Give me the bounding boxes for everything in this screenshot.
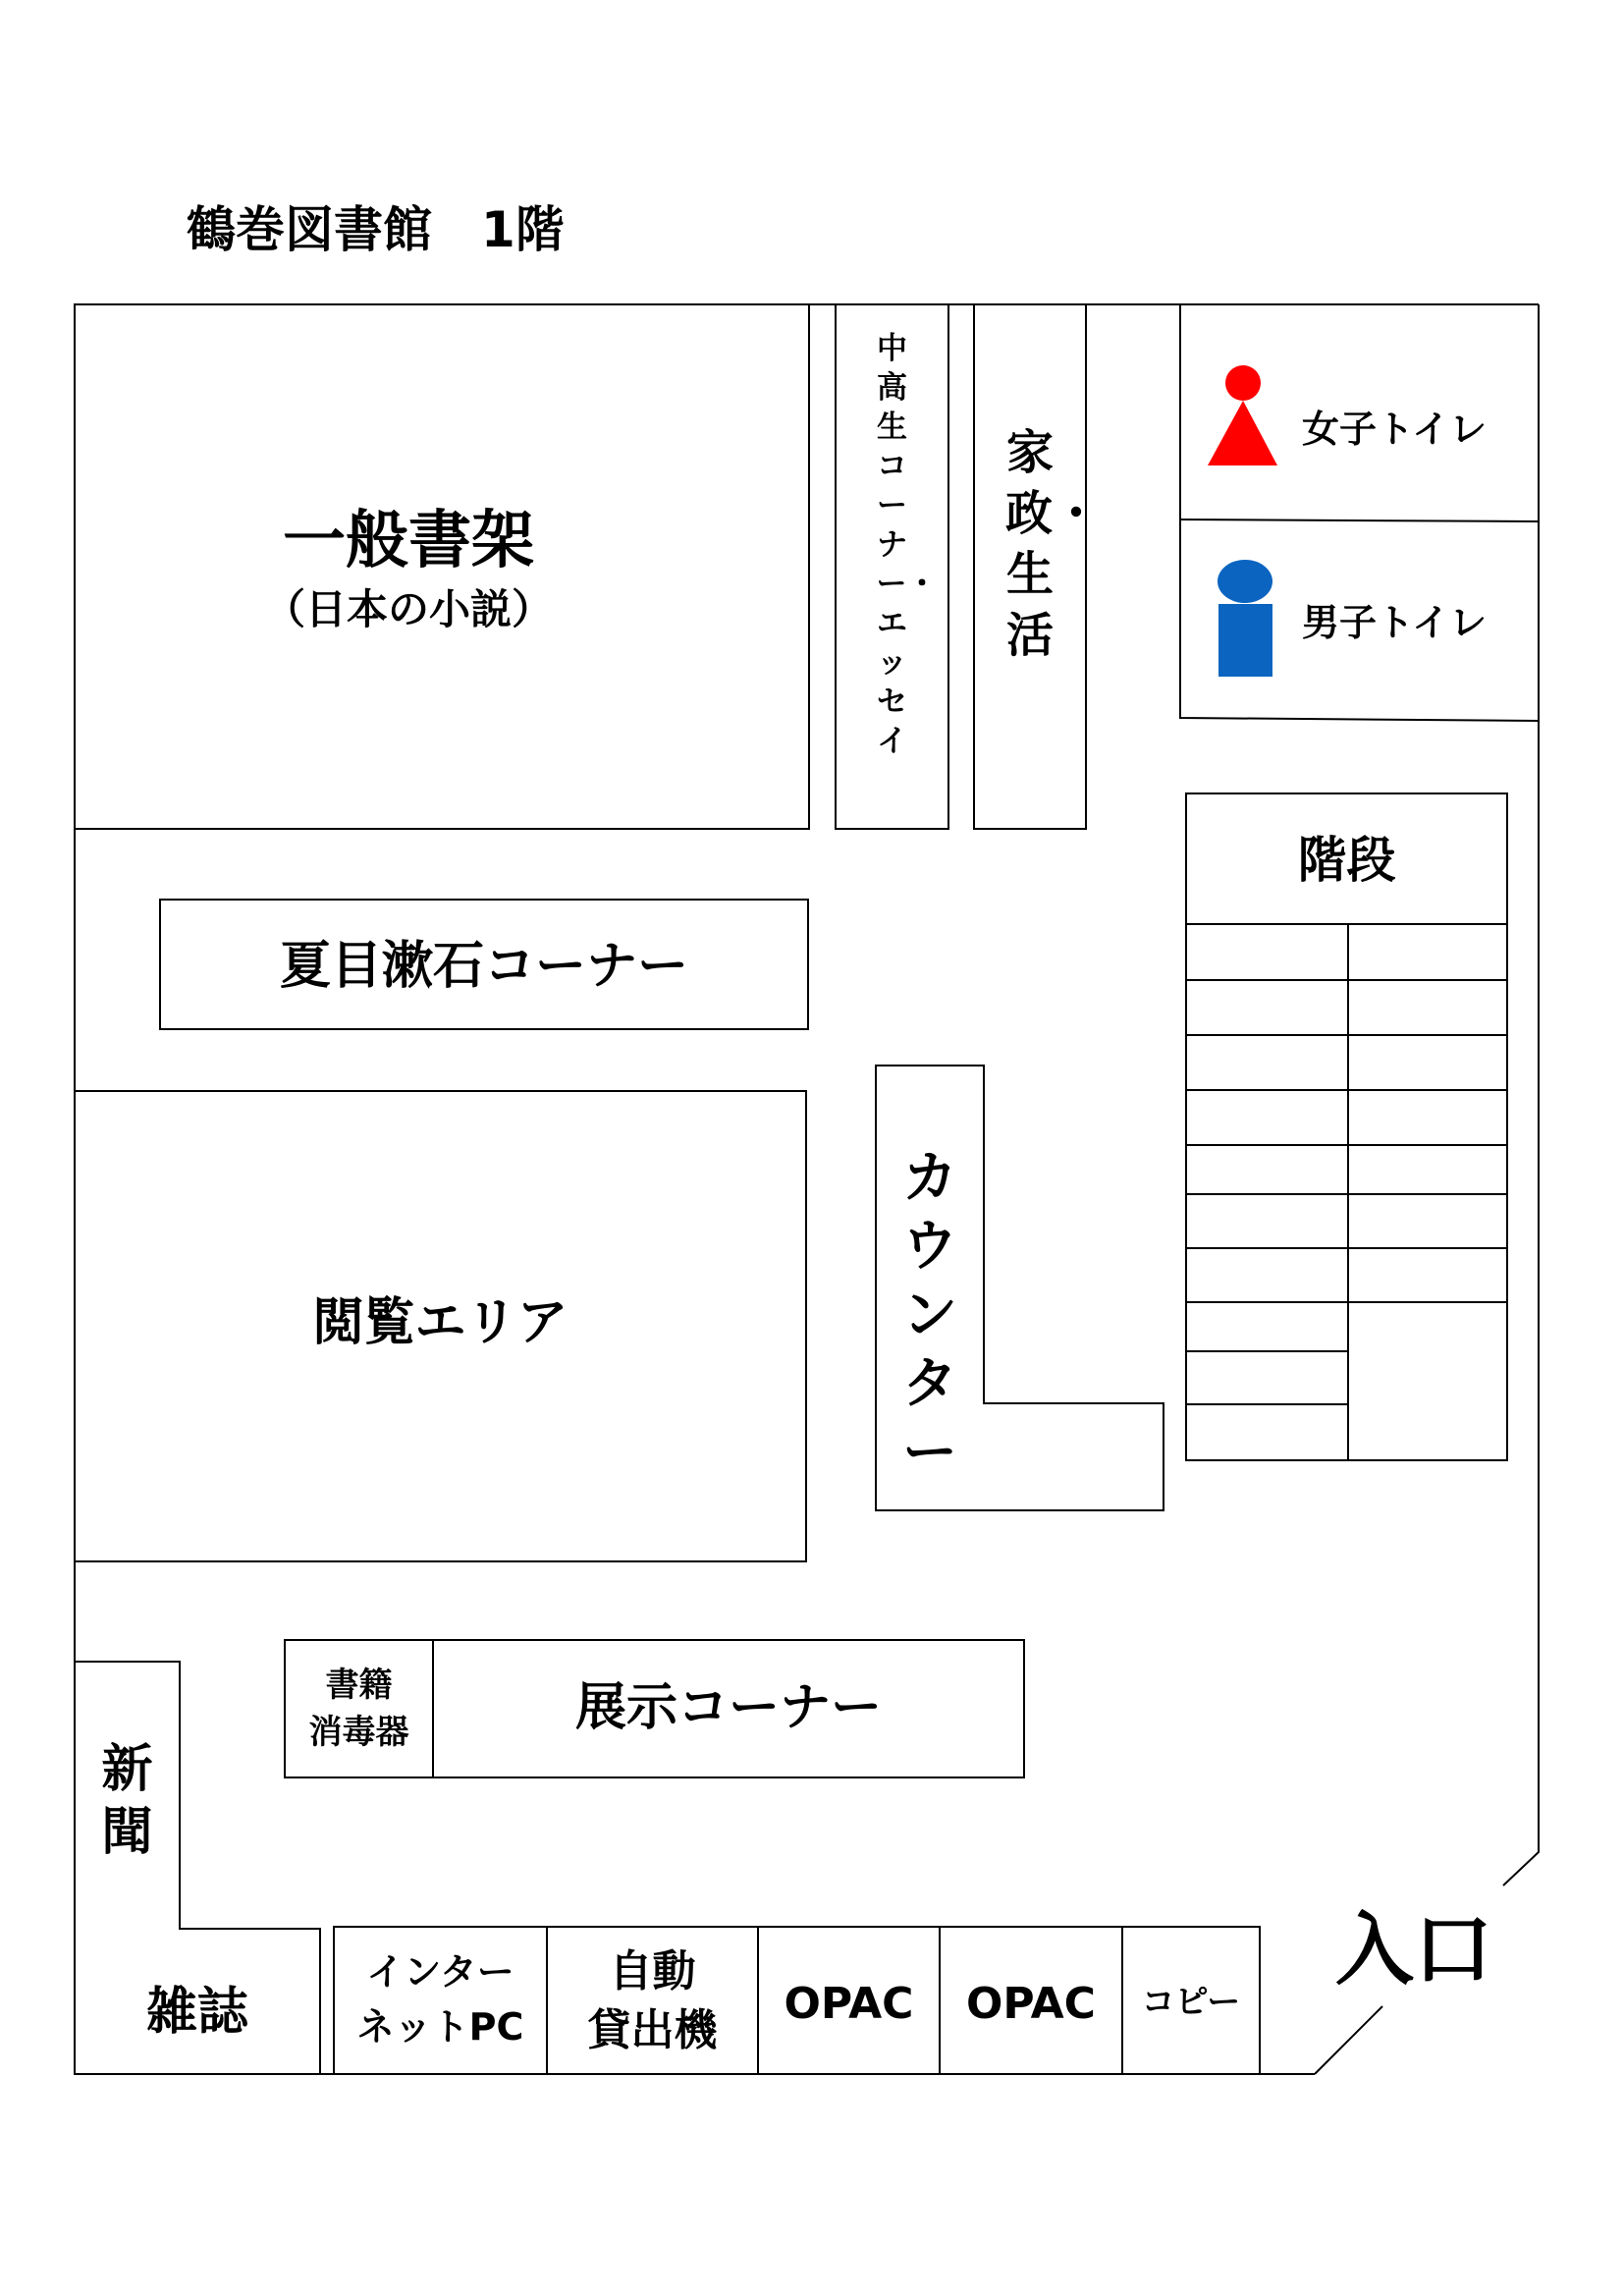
man-icon (1218, 604, 1272, 677)
newspaper-label (75, 1738, 180, 1864)
internet-pc-line1: インター (366, 1950, 514, 1994)
opac1-label: OPAC (784, 1979, 914, 2029)
auto-lending-line2: 貸出機 (587, 2005, 718, 2055)
teen-corner-text: 中高生コーナー・エッセイ (876, 331, 938, 759)
map-title: 鶴巻図書館 1階 (187, 201, 565, 258)
woman-icon-head (1225, 365, 1261, 401)
soseki-corner-label: 夏目漱石コーナー (279, 937, 688, 996)
auto-lending-line1: 自動 (609, 1946, 696, 1996)
internet-pc-label (334, 1944, 547, 2054)
man-icon-head (1218, 560, 1272, 603)
counter-label (876, 1144, 984, 1488)
entrance-door (1315, 2006, 1382, 2074)
sanitizer-label (285, 1662, 433, 1756)
reading-area-label: 閲覧エリア (312, 1293, 568, 1352)
toilet-divider (1180, 519, 1539, 521)
counter-text: カウンター (902, 1146, 957, 1485)
internet-pc-line2: ネットPC (356, 2005, 524, 2049)
auto-lending-label (547, 1942, 758, 2060)
copy-label: コピー (1141, 1983, 1241, 2022)
exhibit-corner-label: 展示コーナー (574, 1678, 882, 1737)
home-life-text: 家政・生活 (1005, 425, 1101, 663)
stairs-box (1186, 793, 1507, 1460)
home-life-label (974, 422, 1101, 666)
mens-toilet-label: 男子トイレ (1302, 601, 1488, 644)
outer-wall (1503, 304, 1539, 1886)
sanitizer-line1: 書籍 (325, 1666, 393, 1705)
teen-corner-label (836, 329, 948, 761)
woman-icon (1208, 401, 1277, 465)
stairs-label: 階段 (1297, 832, 1396, 889)
general-shelf-sub: （日本の小説） (263, 585, 553, 633)
magazine-label: 雑誌 (145, 1983, 248, 2042)
womens-toilet-label: 女子トイレ (1302, 408, 1488, 451)
sanitizer-line2: 消毒器 (308, 1713, 409, 1752)
general-shelf-label: 一般書架 (283, 505, 534, 577)
opac2-label: OPAC (966, 1979, 1096, 2029)
newspaper-text: 新聞 (101, 1740, 153, 1862)
entrance-label: 入口 (1335, 1904, 1492, 1995)
